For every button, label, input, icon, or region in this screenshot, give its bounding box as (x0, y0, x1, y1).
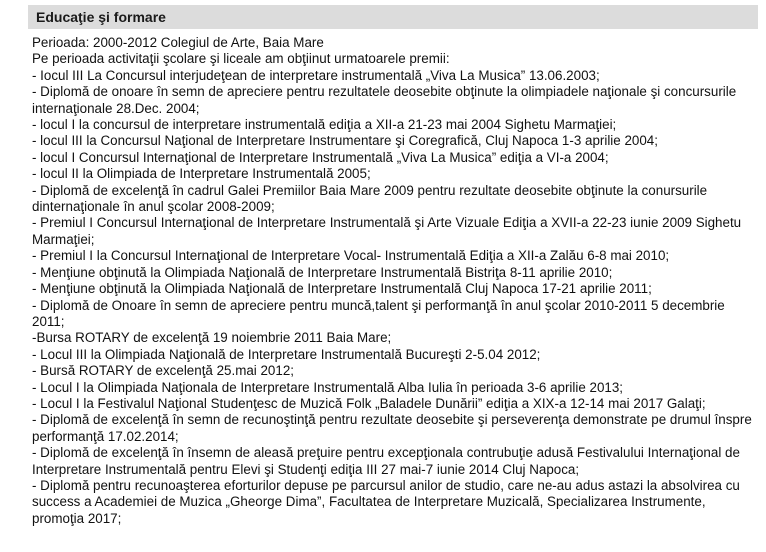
section-content (28, 29, 758, 527)
award-item: - Bursă ROTARY de excelenţă 25.mai 2012; (32, 363, 294, 379)
award-item: - Premiul I Concursul Internaţional de Interpretare Instrumentală şi Arte Vizuale Ediţia a XVII-a 22-23 iunie 2009 Sighetu Marmaţiei; (32, 215, 742, 247)
award-item: -Bursa ROTARY de excelenţă 19 noiembrie 2011 Baia Mare; (32, 330, 392, 346)
award-item: - Locul I la Olimpiada Naţionala de Interpretare Instrumentală Alba Iulia în perioada 3-6 aprilie 2013; (32, 379, 624, 395)
award-item: - Premiul I la Concursul Internaţional de Interpretare Vocal- Instrumentală Ediţia a XII-a Zalău 6-8 mai 2010; (32, 248, 670, 264)
award-item: - Diplomă de excelenţă în însemn de aleasă preţuire pentru excepţionala contrubuţie adusă Festivalului Internaţional de Interpretare Instrumentală pentru Elevi şi Studenţi ediţia III 27 mai-7 iunie 2014 Cluj Napoca; (32, 445, 740, 477)
award-item: - Diplomă pentru recunoaşterea eforturilor depuse pe parcursul anilor de studio, care ne-au adus astazi la absolvirea cu success a Academiei de Muzica „Gheorge Dima”, Facultatea de Interpretare Muzicală, Specializarea Instrumente, promoţia 2017; (32, 477, 740, 526)
award-item: - Diplomă de onoare în semn de apreciere pentru rezultatele deosebite obţinute la olimpiadele naţionale şi concursurile internaţionale 28.Dec. 2004; (32, 84, 737, 116)
award-item: - Diplomă de Onoare în semn de apreciere pentru muncă,talent şi performanţă în anul şcolar 2010-2011 5 decembrie 2011; (32, 297, 725, 329)
intro-line: Pe perioada activitaţii şcolare şi liceale am obţiinut urmatoarele premii: (32, 51, 450, 67)
award-item: - locul I la concursul de interpretare instrumentală ediţia a XII-a 21-23 mai 2004 Sighetu Marmaţiei; (32, 117, 617, 133)
education-section (28, 5, 758, 527)
award-item: - Menţiune obţinută la Olimpiada Naţională de Interpretare Instrumentală Bistriţa 8-11 aprilie 2010; (32, 264, 613, 280)
award-item: - Locul I la Festivalul Naţional Studenţesc de Muzică Folk „Baladele Dunării” ediţia a XIX-a 12-14 mai 2017 Galaţi; (32, 395, 706, 411)
award-item: - Menţiune obţinută la Olimpiada Naţională de Interpretare Instrumentală Cluj Napoca 17-21 aprilie 2011; (32, 281, 652, 297)
award-item: - Iocul III La Concursul interjudeţean de interpretare instrumentală „Viva La Musica” 13.06.2003; (32, 67, 600, 83)
award-item: - locul III la Concursul Naţional de Interpretare Instrumentare şi Coregrafică, Cluj Napoca 1-3 aprilie 2004; (32, 133, 658, 149)
award-item: - Diplomă de excelenţă în cadrul Galei Premiilor Baia Mare 2009 pentru rezultate deosebite obţinute la conursurile dinternaţionale în anul şcolar 2008-2009; (32, 182, 708, 215)
award-item: - Locul III la Olimpiada Naţională de Interpretare Instrumentală Bucureşti 2-5.04 2012; (32, 346, 541, 362)
award-item: - Diplomă de excelenţă în semn de recunoştinţă pentru rezultate deosebite şi perseverenţa demonstrate pe drumul înspre performanţă 17.02.2014; (32, 412, 752, 444)
award-item: - locul II la Olimpiada de Interpretare Instrumentală 2005; (32, 166, 371, 182)
award-item: - locul I Concursul Internaţional de Interpretare Instrumentală „Viva La Musica” ediţia a VI-a 2004; (32, 149, 609, 165)
period-line: Perioada: 2000-2012 Colegiul de Arte, Baia Mare (32, 35, 324, 50)
section-title: Educaţie şi formare (28, 5, 758, 29)
